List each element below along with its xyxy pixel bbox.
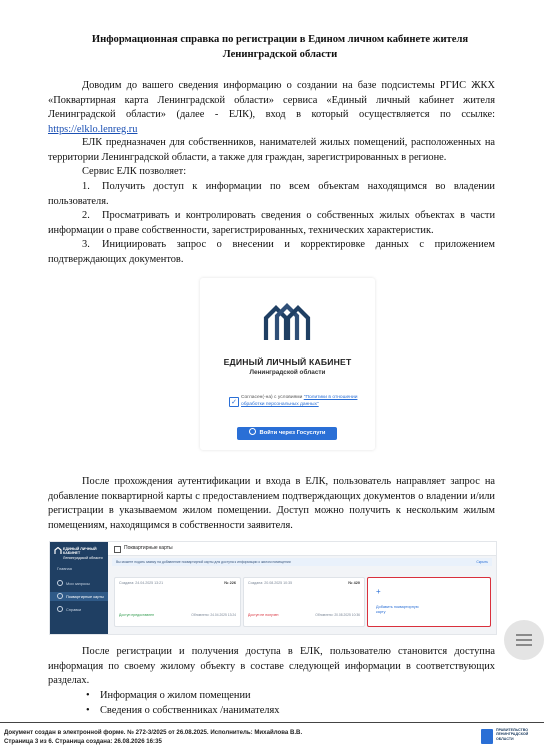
dashboard-header — [108, 542, 496, 556]
hide-banner-link[interactable]: Скрыть — [476, 560, 488, 564]
gov-emblem-icon — [481, 729, 493, 744]
footer-org: ПРАВИТЕЛЬСТВО ЛЕНИНГРАДСКОЙ ОБЛАСТИ — [496, 728, 529, 741]
feature-item: 1. Получить доступ к информации по всем объектам находящимся во владении пользователя. — [48, 181, 495, 207]
dashboard-header-title: Поквартирные карты — [124, 545, 173, 551]
bullet-item: • Информация о жилом помещении — [100, 689, 251, 703]
flat-card[interactable]: Создана: 20.08.2025 10:35 № 420 Доступ не получен Обновлено: 20.08.2025 10:36 — [243, 577, 365, 627]
consent-checkbox[interactable]: ✓ — [229, 397, 239, 407]
intro-text: Доводим до вашего сведения информацию о создании на базе подсистемы РГИС ЖКХ «Поквартирная карта Ленинградской области» сервиса «Единый личный кабинет жителя Ленинградской области» (далее - ЕЛК), вход в который осуществляется по ссылке: — [48, 80, 495, 121]
login-title: ЕДИНЫЙ ЛИЧНЫЙ КАБИНЕТ — [223, 357, 352, 367]
document-footer — [0, 722, 544, 753]
purpose-paragraph: ЕЛК предназначен для собственников, нанимателей жилых помещений, расположенных на территории Ленинградской области, а также для граждан, зарегистрированных в регионе. — [48, 137, 495, 163]
requests-icon — [57, 580, 63, 586]
certificates-icon — [57, 606, 63, 612]
dashboard-screenshot — [49, 541, 497, 635]
feature-item: 3. Инициировать запрос о внесении и корректировке данных с приложением подтверждающих документов. — [48, 239, 495, 265]
privacy-policy-link[interactable]: "Политики в отношении обработки персональных данных" — [241, 395, 358, 407]
flat-card[interactable]: Создана: 24.04.2025 13:21 № 226 Доступ предоставлен Обновлено: 24.04.2025 13:24 — [114, 577, 241, 627]
footer-info: Документ создан в электронной форме. № 272-3/2025 от 26.08.2025. Исполнитель: Михайлова В.В. Страница 3 из 6. Страница создана: 26.08.2026 16:35 — [4, 729, 303, 745]
feature-item: 2. Просматривать и контролировать сведения о собственных жилых объектах в части информации о праве собственности, зарегистрированных, технических характеристик. — [48, 210, 495, 236]
add-flat-card-button[interactable]: + Добавить поквартирную карту — [367, 577, 491, 627]
cards-icon — [57, 593, 63, 599]
elk-logo-icon — [260, 302, 314, 342]
sidebar-item-certificates[interactable]: Справки — [50, 605, 108, 614]
login-card — [200, 278, 375, 450]
dashboard-sidebar — [50, 542, 108, 634]
features-heading: Сервис ЕЛК позволяет: — [82, 166, 187, 177]
menu-fab-button[interactable] — [504, 620, 544, 660]
gosuslugi-login-button[interactable]: Войти через Госуслуги — [237, 427, 337, 440]
consent-text: Согласен(-на) с условиями "Политики в отношении обработки персональных данных" — [241, 395, 358, 407]
intro-paragraph — [48, 79, 495, 137]
plus-icon: + — [376, 587, 381, 596]
sidebar-item-cards[interactable]: Поквартирные карты — [50, 592, 108, 601]
elk-link[interactable]: https://elklo.lenreg.ru — [48, 123, 138, 135]
cards-header-icon — [114, 546, 121, 553]
status-badge: Доступ не получен — [248, 613, 279, 617]
menu-icon — [516, 634, 532, 636]
dashboard-logo-text: ЕДИНЫЙ ЛИЧНЫЙ КАБИНЕТ Ленинградской области — [63, 547, 103, 560]
info-banner: Вы можете подать заявку на добавление поквартирной карты для доступа к информации о жилом помещении Скрыть — [112, 558, 492, 566]
document-title: Информационная справка по регистрации в Едином личном кабинете жителя Ленинградской области — [91, 34, 469, 60]
bullet-item: • Сведения о собственниках /нанимателях — [100, 704, 279, 718]
sidebar-item-main[interactable]: Главная — [57, 566, 72, 571]
gosuslugi-icon — [249, 428, 256, 435]
access-paragraph: После регистрации и получения доступа в ЕЛК, пользователю становится доступна информация по своему жилому объекту в составе следующей информации в соответствующих разделах. — [48, 646, 495, 687]
elk-small-logo-icon — [54, 547, 62, 554]
login-subtitle: Ленинградской области — [249, 369, 326, 376]
status-badge: Доступ предоставлен — [119, 613, 155, 617]
auth-paragraph: После прохождения аутентификации и входа в ЕЛК, пользователь направляет запрос на добавление поквартирной карты с предоставлением подтверждающих документов о владении и/или регистрации в указываемом жилом помещении. Доступ можно получить к нескольким жилым помещениям, находящимся в собственности заявителя. — [48, 476, 495, 531]
sidebar-item-requests[interactable]: Мои запросы — [50, 579, 108, 588]
